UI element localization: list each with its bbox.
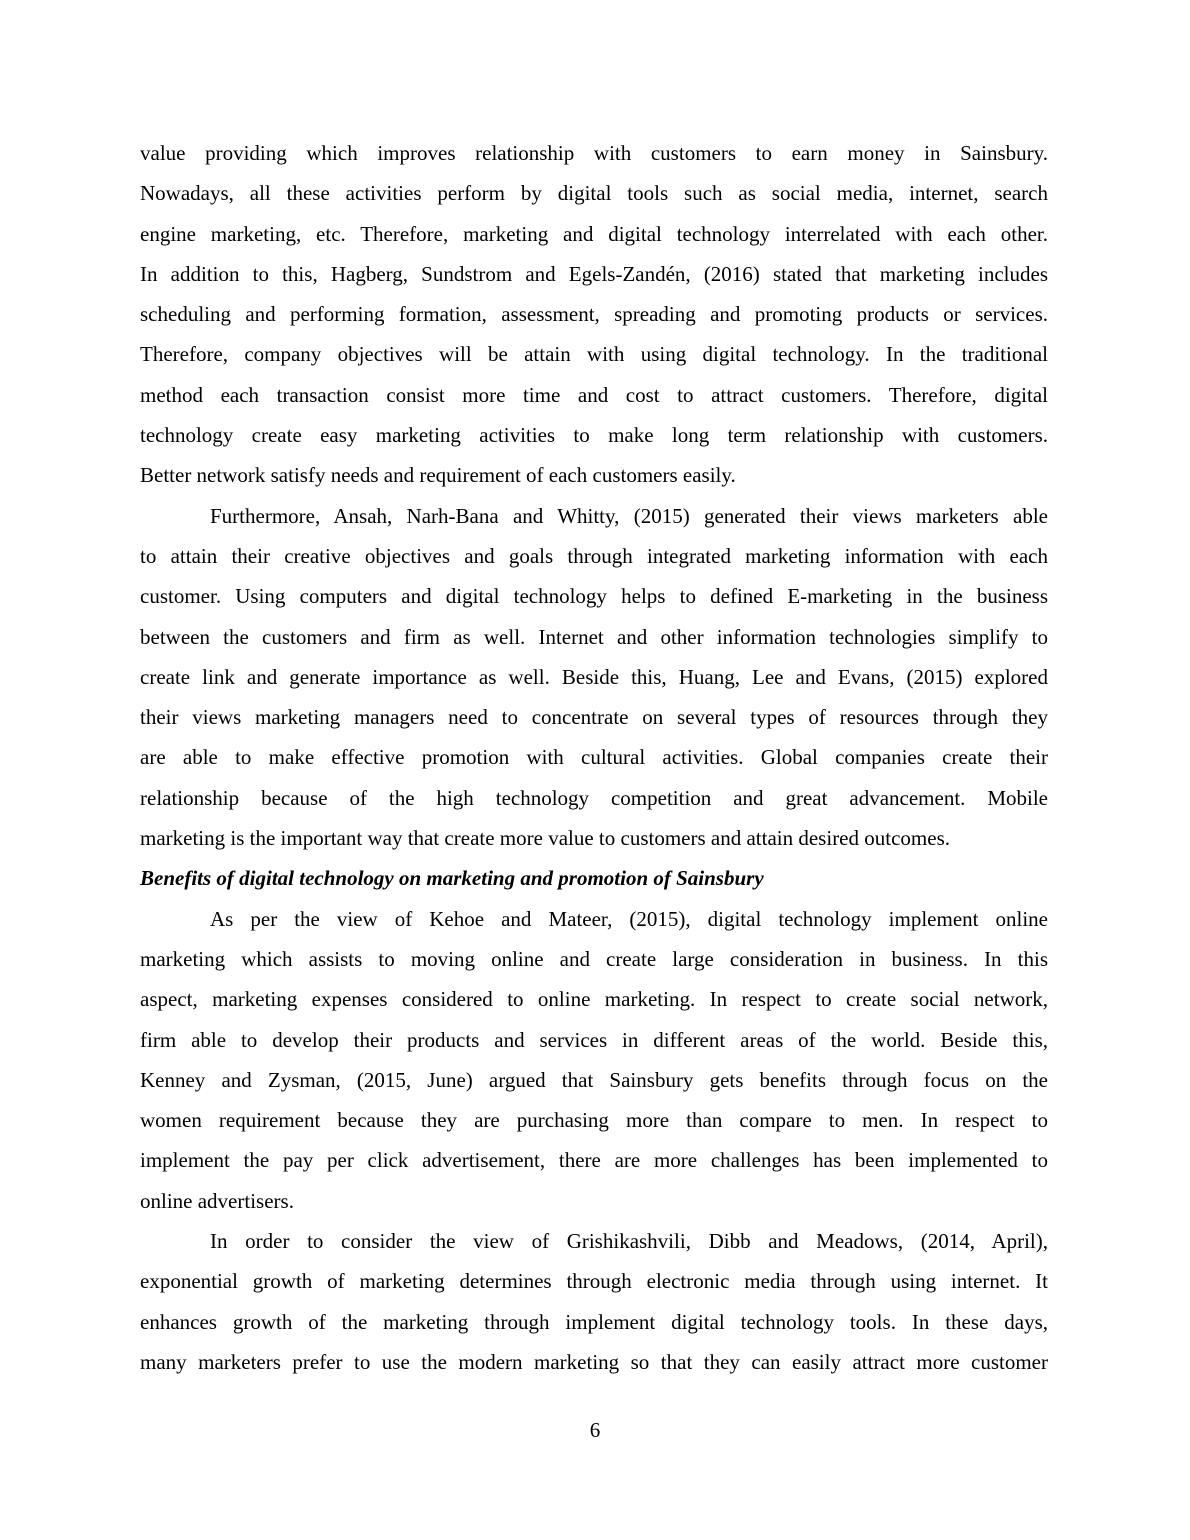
text-line: marketing is the important way that create more value to customers and attain desired outcomes. [140, 826, 950, 851]
text-line: As per the view of Kehoe and Mateer, (2015), digital technology implement online [210, 906, 1048, 931]
text-line: their views marketing managers need to concentrate on several types of resources through they [140, 705, 1048, 730]
text-line: to attain their creative objectives and goals through integrated marketing information with each [140, 543, 1048, 568]
page-number: 6 [589, 1418, 601, 1442]
text-line: technology create easy marketing activities to make long term relationship with customers. [140, 423, 1048, 448]
text-line: exponential growth of marketing determines through electronic media through using internet. It [140, 1269, 1048, 1294]
text-line: women requirement because they are purchasing more than compare to men. In respect to [140, 1108, 1048, 1133]
paragraph [140, 133, 1048, 496]
text-line: Kenney and Zysman, (2015, June) argued that Sainsbury gets benefits through focus on the [140, 1067, 1048, 1092]
text-line: Therefore, company objectives will be attain with using digital technology. In the traditional [140, 342, 1048, 367]
paragraph [140, 1221, 1048, 1382]
text-line: between the customers and firm as well. Internet and other information technologies simplify to [140, 624, 1048, 649]
text-line: Better network satisfy needs and requirement of each customers easily. [140, 463, 736, 488]
text-line: enhances growth of the marketing through implement digital technology tools. In these days, [140, 1309, 1048, 1334]
text-line: relationship because of the high technology competition and great advancement. Mobile [140, 785, 1048, 810]
text-line: are able to make effective promotion with cultural activities. Global companies create their [140, 745, 1048, 770]
text-line: In addition to this, Hagberg, Sundstrom and Egels-Zandén, (2016) stated that marketing includes [140, 261, 1048, 286]
text-line: implement the pay per click advertisement, there are more challenges has been implemented to [140, 1148, 1048, 1173]
paragraph [140, 496, 1048, 859]
text-line: engine marketing, etc. Therefore, marketing and digital technology interrelated with each other. [140, 221, 1048, 246]
text-line: aspect, marketing expenses considered to online marketing. In respect to create social network, [140, 987, 1048, 1012]
document-body [140, 133, 1048, 1382]
text-line: online advertisers. [140, 1188, 294, 1213]
text-line: method each transaction consist more time and cost to attract customers. Therefore, digital [140, 382, 1048, 407]
text-line: many marketers prefer to use the modern marketing so that they can easily attract more customer [140, 1349, 1048, 1374]
text-line: In order to consider the view of Grishikashvili, Dibb and Meadows, (2014, April), [210, 1229, 1048, 1254]
text-line: customer. Using computers and digital technology helps to defined E-marketing in the business [140, 584, 1048, 609]
paragraph-group-2 [140, 899, 1048, 1383]
text-line: Furthermore, Ansah, Narh-Bana and Whitty, (2015) generated their views marketers able [210, 503, 1048, 528]
text-line: value providing which improves relationship with customers to earn money in Sainsbury. [140, 141, 1048, 165]
section-heading: Benefits of digital technology on marketing and promotion of Sainsbury [140, 866, 764, 891]
text-line: firm able to develop their products and services in different areas of the world. Beside this, [140, 1027, 1048, 1052]
paragraph [140, 899, 1048, 1221]
paragraph-group-1 [140, 133, 1048, 858]
text-line: scheduling and performing formation, assessment, spreading and promoting products or services. [140, 302, 1048, 327]
text-line: create link and generate importance as well. Beside this, Huang, Lee and Evans, (2015) explored [140, 664, 1048, 689]
text-line: marketing which assists to moving online and create large consideration in business. In this [140, 946, 1048, 971]
text-line: Nowadays, all these activities perform by digital tools such as social media, internet, search [140, 181, 1048, 206]
